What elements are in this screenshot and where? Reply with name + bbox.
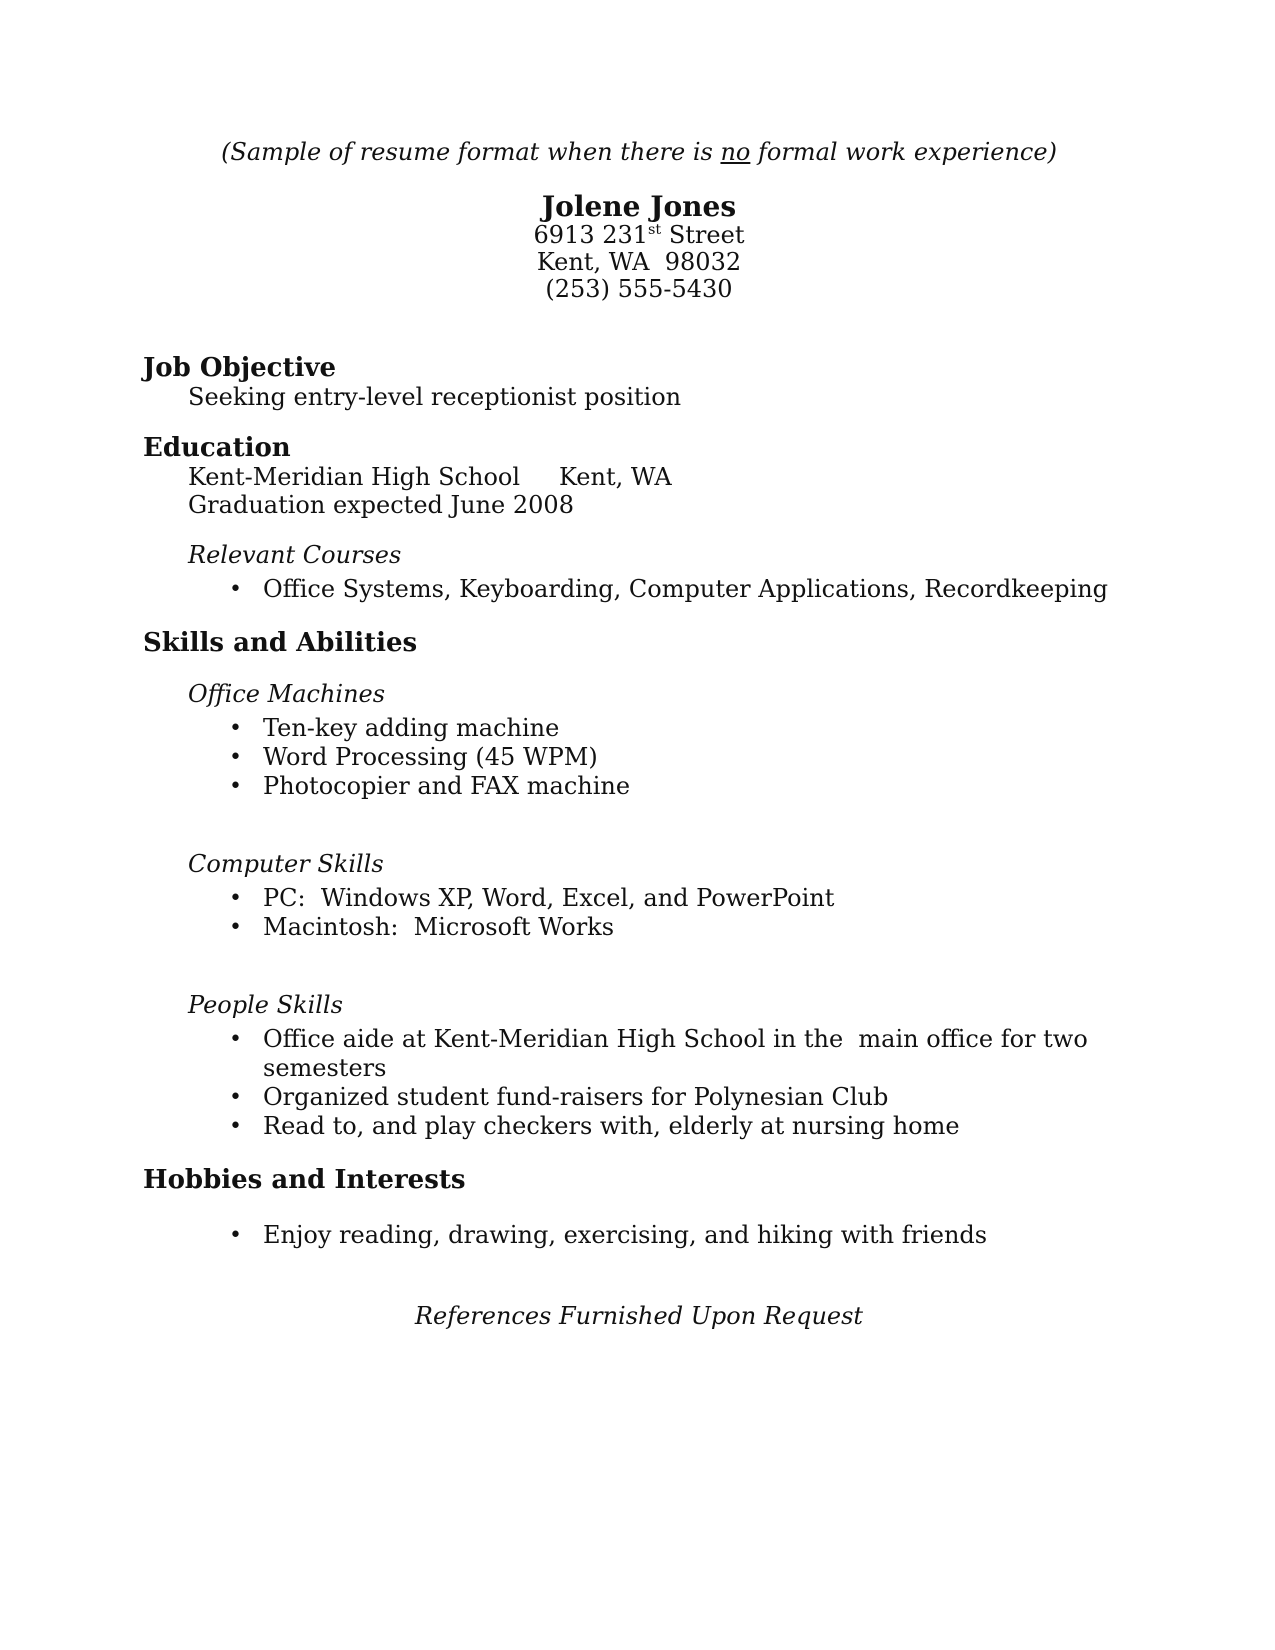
bullet-icon: • — [229, 774, 242, 799]
street-rest: Street — [661, 221, 745, 249]
bullet-icon: • — [229, 577, 242, 602]
list-item-text: Read to, and play checkers with, elderly at nursing home — [263, 1112, 960, 1140]
subheading-people-skills: People Skills — [188, 991, 343, 1019]
list-item-text: Organized student fund-raisers for Polynesian Club — [263, 1083, 889, 1111]
list-item — [143, 884, 1135, 913]
bullet-icon: • — [229, 716, 242, 741]
references-note: References Furnished Upon Request — [414, 1302, 864, 1330]
section-heading-hobbies: Hobbies and Interests — [143, 1165, 466, 1195]
list-item-text: Photocopier and FAX machine — [263, 772, 631, 800]
list-item — [143, 1025, 1135, 1083]
bullet-icon: • — [229, 1085, 242, 1110]
street-ordinal-superscript: st — [648, 222, 662, 238]
sample-note — [143, 138, 1135, 166]
bullet-icon: • — [229, 1114, 242, 1139]
list-item-text: Macintosh: Microsoft Works — [263, 913, 615, 941]
address-street-line — [143, 222, 1135, 249]
list-item — [143, 575, 1135, 604]
list-item — [143, 714, 1135, 743]
hobbies-list — [143, 1221, 1135, 1250]
bullet-icon: • — [229, 745, 242, 770]
list-item — [143, 913, 1135, 942]
objective-text: Seeking entry-level receptionist position — [188, 383, 682, 411]
list-item — [143, 1112, 1135, 1141]
bullet-icon: • — [229, 1027, 242, 1052]
street-number: 6913 231 — [533, 221, 649, 249]
list-item-text: Office aide at Kent-Meridian High School in the main office for two semesters — [263, 1025, 1096, 1082]
address-city-line: Kent, WA 98032 — [536, 248, 742, 276]
sample-note-suffix: formal work experience) — [750, 138, 1057, 166]
list-item — [143, 1221, 1135, 1250]
bullet-icon: • — [229, 886, 242, 911]
education-school-line — [188, 463, 1135, 491]
computer-skills-list — [143, 884, 1135, 942]
list-item-text: Ten-key adding machine — [263, 714, 560, 742]
section-heading-education: Education — [143, 433, 291, 463]
school-location: Kent, WA — [559, 463, 672, 491]
resume-name: Jolene Jones — [541, 190, 737, 223]
phone-line: (253) 555-5430 — [545, 275, 733, 303]
subheading-computer-skills: Computer Skills — [188, 850, 384, 878]
sample-note-prefix: (Sample of resume format when there is — [221, 138, 721, 166]
bullet-icon: • — [229, 915, 242, 940]
people-skills-list — [143, 1025, 1135, 1141]
list-item-text: Office Systems, Keyboarding, Computer Applications, Recordkeeping — [263, 575, 1109, 603]
subheading-relevant-courses: Relevant Courses — [188, 541, 402, 569]
section-heading-skills: Skills and Abilities — [143, 628, 418, 658]
graduation-line: Graduation expected June 2008 — [188, 491, 574, 519]
list-item-text: PC: Windows XP, Word, Excel, and PowerPoint — [263, 884, 835, 912]
list-item-text: Word Processing (45 WPM) — [263, 743, 598, 771]
list-item — [143, 772, 1135, 801]
list-item — [143, 1083, 1135, 1112]
subheading-office-machines: Office Machines — [188, 680, 386, 708]
list-item-text: Enjoy reading, drawing, exercising, and hiking with friends — [263, 1221, 988, 1249]
courses-list — [143, 575, 1135, 604]
school-name: Kent-Meridian High School — [188, 463, 521, 491]
list-item — [143, 743, 1135, 772]
section-heading-job-objective: Job Objective — [143, 353, 337, 383]
sample-note-underlined-word: no — [720, 138, 751, 166]
office-machines-list — [143, 714, 1135, 801]
bullet-icon: • — [229, 1223, 242, 1248]
